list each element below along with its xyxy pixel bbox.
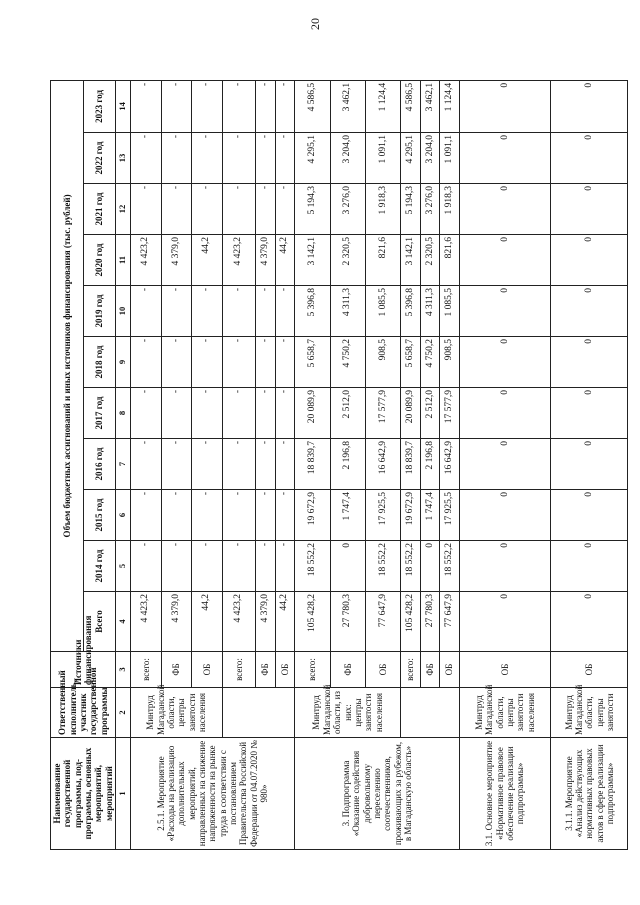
year-value: 0	[551, 235, 628, 286]
year-value: 5 396,8	[295, 286, 330, 337]
year-value: 2 196,8	[330, 439, 365, 490]
year-value: 0	[551, 337, 628, 388]
year-value: -	[256, 439, 276, 490]
year-value: -	[161, 133, 191, 184]
year-value: 4 379,0	[256, 235, 276, 286]
year-value: 18 552,2	[295, 541, 330, 592]
year-value: 1 091,1	[365, 133, 400, 184]
measure-name: 3.1.1. Мероприятие «Анализ действующих нормативных правовых актов в сфере реализации подпрограммы»	[551, 738, 628, 850]
total-value: 44,2	[192, 592, 222, 652]
year-value: 4 379,0	[161, 235, 191, 286]
year-value: 5 194,3	[295, 184, 330, 235]
year-value: 0	[459, 80, 550, 132]
year-value: 0	[551, 388, 628, 439]
year-value: 2 512,0	[330, 388, 365, 439]
source-cell: ФБ	[256, 652, 276, 688]
year-value: 821,6	[365, 235, 400, 286]
header-year: 2023 год	[83, 80, 116, 132]
total-value: 77 647,9	[365, 592, 400, 652]
year-value: 1 085,5	[440, 286, 460, 337]
header-year: 2019 год	[83, 286, 116, 337]
year-value: 5 658,7	[401, 337, 421, 388]
year-value: 3 276,0	[330, 184, 365, 235]
table-row	[295, 80, 330, 849]
year-value: 0	[551, 184, 628, 235]
year-value: 1 091,1	[440, 133, 460, 184]
header-row-1	[51, 80, 84, 849]
year-value: -	[275, 286, 295, 337]
year-value: 4 586,5	[401, 80, 421, 132]
year-value: -	[275, 337, 295, 388]
year-value: 0	[551, 541, 628, 592]
year-value: -	[131, 337, 161, 388]
year-value: 5 658,7	[295, 337, 330, 388]
source-cell: всего:	[222, 652, 256, 688]
total-value: 0	[551, 592, 628, 652]
year-value: 908,5	[365, 337, 400, 388]
year-value: 4 423,2	[222, 235, 256, 286]
year-value: 17 577,9	[440, 388, 460, 439]
source-cell: ОБ	[551, 652, 628, 688]
year-value: 16 642,9	[365, 439, 400, 490]
header-source: Источники финансирования	[51, 652, 116, 688]
year-value: -	[275, 439, 295, 490]
year-value: 5 194,3	[401, 184, 421, 235]
year-value: 0	[459, 286, 550, 337]
year-value: 0	[420, 541, 440, 592]
year-value: 1 124,4	[440, 80, 460, 132]
year-value: -	[161, 439, 191, 490]
year-value: 3 462,1	[330, 80, 365, 132]
year-value: -	[161, 541, 191, 592]
header-year: 2015 год	[83, 490, 116, 541]
table-row	[401, 80, 421, 849]
year-value: 18 552,2	[401, 541, 421, 592]
year-value: -	[256, 184, 276, 235]
measure-name: 3.1. Основное мероприятие «Нормативное правовое обеспечение реализации подпрограммы»	[459, 738, 550, 850]
year-value: -	[161, 184, 191, 235]
year-value: -	[131, 286, 161, 337]
year-value: -	[131, 80, 161, 132]
year-value: 17 925,5	[440, 490, 460, 541]
year-value: 18 839,7	[401, 439, 421, 490]
year-value: 908,5	[440, 337, 460, 388]
page-number: 20	[308, 18, 322, 30]
header-volume: Объем бюджетных ассигнований и иных источников финансирования (тыс. рублей)	[51, 80, 84, 651]
header-year: 2014 год	[83, 541, 116, 592]
year-value: -	[256, 80, 276, 132]
year-value: 0	[330, 541, 365, 592]
year-value: -	[161, 337, 191, 388]
year-value: 1 124,4	[365, 80, 400, 132]
total-value: 4 379,0	[161, 592, 191, 652]
year-value: 20 089,9	[401, 388, 421, 439]
year-value: 0	[459, 133, 550, 184]
header-year: 2018 год	[83, 337, 116, 388]
year-value: -	[222, 337, 256, 388]
source-cell: ОБ	[275, 652, 295, 688]
column-index: 2	[116, 688, 131, 738]
total-value: 105 428,2	[401, 592, 421, 652]
total-value: 4 379,0	[256, 592, 276, 652]
year-value: 18 839,7	[295, 439, 330, 490]
year-value: 5 396,8	[401, 286, 421, 337]
year-value: 0	[551, 439, 628, 490]
total-value: 27 780,3	[420, 592, 440, 652]
year-value: 1 918,3	[365, 184, 400, 235]
year-value: 19 672,9	[295, 490, 330, 541]
year-value: 0	[551, 490, 628, 541]
year-value: -	[192, 184, 222, 235]
year-value: 821,6	[440, 235, 460, 286]
column-index: 13	[116, 133, 131, 184]
year-value: 0	[551, 286, 628, 337]
year-value: 0	[459, 541, 550, 592]
year-value: 44,2	[275, 235, 295, 286]
column-index: 1	[116, 738, 131, 850]
year-value: 0	[459, 439, 550, 490]
source-cell: ФБ	[161, 652, 191, 688]
year-value: 4 423,2	[131, 235, 161, 286]
year-value: 4 586,5	[295, 80, 330, 132]
year-value: -	[275, 490, 295, 541]
year-value: 4 750,2	[330, 337, 365, 388]
year-value: -	[256, 286, 276, 337]
year-value: -	[256, 133, 276, 184]
column-index: 7	[116, 439, 131, 490]
year-value: -	[256, 541, 276, 592]
year-value: 20 089,9	[295, 388, 330, 439]
year-value: -	[192, 541, 222, 592]
year-value: 3 204,0	[420, 133, 440, 184]
executor-cell-continued	[222, 688, 295, 738]
year-value: -	[192, 80, 222, 132]
year-value: 2 320,5	[330, 235, 365, 286]
header-total: Всего	[83, 592, 116, 652]
rotated-page	[50, 80, 615, 850]
year-value: 0	[551, 133, 628, 184]
year-value: 44,2	[192, 235, 222, 286]
total-value: 105 428,2	[295, 592, 330, 652]
financing-table	[50, 80, 628, 850]
year-value: -	[256, 490, 276, 541]
year-value: 1 747,4	[330, 490, 365, 541]
header-year: 2016 год	[83, 439, 116, 490]
year-value: 0	[459, 490, 550, 541]
source-cell: всего:	[295, 652, 330, 688]
year-value: 0	[459, 388, 550, 439]
year-value: -	[222, 490, 256, 541]
year-value: -	[275, 80, 295, 132]
source-cell: ФБ	[420, 652, 440, 688]
year-value: 18 552,2	[440, 541, 460, 592]
year-value: -	[161, 286, 191, 337]
year-value: -	[131, 541, 161, 592]
year-value: -	[161, 388, 191, 439]
source-cell: ОБ	[459, 652, 550, 688]
year-value: -	[192, 490, 222, 541]
year-value: 0	[459, 184, 550, 235]
year-value: -	[222, 439, 256, 490]
source-cell: ОБ	[192, 652, 222, 688]
year-value: -	[275, 541, 295, 592]
header-year: 2021 год	[83, 184, 116, 235]
executor-cell: Минтруд Магаданской области, центры занятости населения	[131, 688, 222, 738]
table-row	[131, 80, 161, 849]
column-index: 12	[116, 184, 131, 235]
header-executor: Ответственный исполнитель, участник государственной программы	[51, 688, 116, 738]
year-value: -	[275, 184, 295, 235]
header-year: 2022 год	[83, 133, 116, 184]
column-index: 6	[116, 490, 131, 541]
year-value: 4 295,1	[401, 133, 421, 184]
year-value: -	[192, 337, 222, 388]
column-index: 3	[116, 652, 131, 688]
column-index-row	[116, 80, 131, 849]
year-value: -	[192, 286, 222, 337]
year-value: -	[222, 388, 256, 439]
year-value: -	[161, 80, 191, 132]
source-cell: ОБ	[440, 652, 460, 688]
year-value: 3 204,0	[330, 133, 365, 184]
year-value: 2 320,5	[420, 235, 440, 286]
year-value: 17 925,5	[365, 490, 400, 541]
table-row	[222, 80, 256, 849]
year-value: -	[192, 388, 222, 439]
year-value: 4 295,1	[295, 133, 330, 184]
column-index: 4	[116, 592, 131, 652]
source-cell: всего:	[131, 652, 161, 688]
year-value: 19 672,9	[401, 490, 421, 541]
year-value: -	[256, 388, 276, 439]
year-value: 3 142,1	[295, 235, 330, 286]
source-cell: всего:	[401, 652, 421, 688]
year-value: 3 462,1	[420, 80, 440, 132]
source-cell: ОБ	[365, 652, 400, 688]
executor-cell-continued	[401, 688, 460, 738]
year-value: -	[131, 439, 161, 490]
year-value: 4 311,3	[420, 286, 440, 337]
year-value: 1 085,5	[365, 286, 400, 337]
year-value: -	[131, 133, 161, 184]
header-year: 2017 год	[83, 388, 116, 439]
year-value: 0	[459, 337, 550, 388]
year-value: -	[222, 80, 256, 132]
column-index: 9	[116, 337, 131, 388]
column-index: 10	[116, 286, 131, 337]
year-value: 4 311,3	[330, 286, 365, 337]
column-index: 8	[116, 388, 131, 439]
year-value: -	[222, 541, 256, 592]
table-row	[551, 80, 628, 849]
year-value: -	[275, 388, 295, 439]
executor-cell: Минтруд Магаданской области, центры занятости	[551, 688, 628, 738]
total-value: 27 780,3	[330, 592, 365, 652]
total-value: 4 423,2	[222, 592, 256, 652]
year-value: 0	[459, 235, 550, 286]
year-value: 3 276,0	[420, 184, 440, 235]
year-value: -	[222, 286, 256, 337]
year-value: -	[131, 388, 161, 439]
source-cell: ФБ	[330, 652, 365, 688]
total-value: 77 647,9	[440, 592, 460, 652]
year-value: 2 196,8	[420, 439, 440, 490]
column-index: 11	[116, 235, 131, 286]
year-value: 4 750,2	[420, 337, 440, 388]
year-value: 16 642,9	[440, 439, 460, 490]
column-index: 5	[116, 541, 131, 592]
measure-name: 3. Подпрограмма «Оказание содействия добровольному переселению соотечественников, проживающих за рубежом, в Магаданскую область»	[295, 738, 460, 850]
measure-name: 2.5.1. Мероприятие «Расходы на реализацию дополнительных мероприятий, направленных на снижение напряженности на рынке труда в соответствии с постановлением Правительства Российской Федерации от 04.07.2020 № 980»	[131, 738, 295, 850]
year-value: 18 552,2	[365, 541, 400, 592]
year-value: 17 577,9	[365, 388, 400, 439]
year-value: -	[192, 439, 222, 490]
year-value: -	[256, 337, 276, 388]
year-value: 2 512,0	[420, 388, 440, 439]
year-value: 3 142,1	[401, 235, 421, 286]
year-value: 1 747,4	[420, 490, 440, 541]
executor-cell: Минтруд Магаданской области, из них: центры занятости населения	[295, 688, 401, 738]
total-value: 0	[459, 592, 550, 652]
year-value: -	[275, 133, 295, 184]
total-value: 4 423,2	[131, 592, 161, 652]
header-name: Наименование государственной программы, под-программы, основных мероприятий, мероприятий	[51, 738, 116, 850]
year-value: -	[131, 184, 161, 235]
executor-cell: Минтруд Магаданской области, центры занятости населения	[459, 688, 550, 738]
year-value: -	[222, 133, 256, 184]
year-value: -	[192, 133, 222, 184]
year-value: 1 918,3	[440, 184, 460, 235]
year-value: 0	[551, 80, 628, 132]
column-index: 14	[116, 80, 131, 132]
year-value: -	[222, 184, 256, 235]
total-value: 44,2	[275, 592, 295, 652]
year-value: -	[161, 490, 191, 541]
table-body	[131, 80, 628, 849]
year-value: -	[131, 490, 161, 541]
header-year: 2020 год	[83, 235, 116, 286]
table-row	[459, 80, 550, 849]
